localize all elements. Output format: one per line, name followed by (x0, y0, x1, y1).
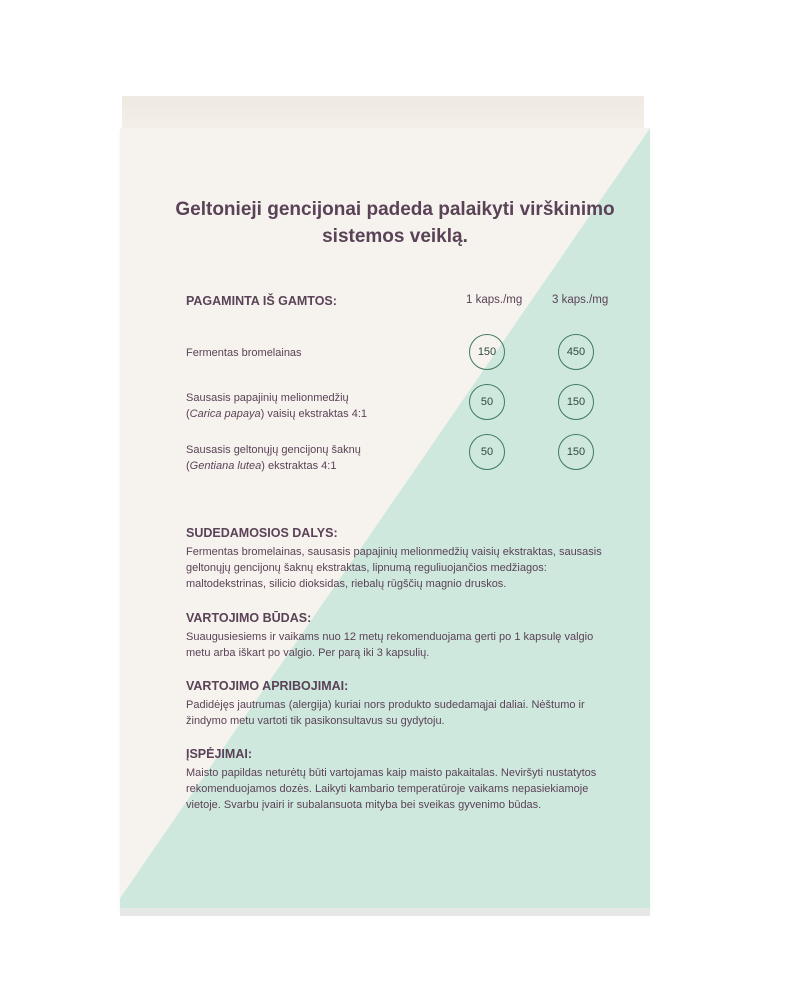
row-3-dose-1: 50 (469, 434, 505, 470)
section-usage-body: Suaugusiesiems ir vaikams nuo 12 metų rekomenduojama gerti po 1 kapsulę valgio metu arba iškart po valgio. Per parą iki 3 kapsulių. (186, 631, 594, 659)
ingredients-table-header: PAGAMINTA IŠ GAMTOS: (186, 294, 337, 308)
box-top-flap (122, 96, 644, 130)
section-warnings-body: Maisto papildas neturėtų būti vartojamas kaip maisto pakaitalas. Neviršyti nustatytos rekomenduojamos dozės. Laikyti kambario temperatūroje vaikams nepasiekiamoje vietoje. Svarbu įvairi ir subalansuota mityba bei sveikas gyvenimo būdas. (186, 767, 597, 811)
column-1-caps: 1 kaps./mg (466, 294, 523, 306)
ingredient-row-2-label: Sausasis papajinių melionmedžių (Carica papaya) vaisių ekstraktas 4:1 (186, 392, 367, 420)
column-3-caps: 3 kaps./mg (552, 294, 609, 306)
box-bottom-edge (120, 908, 650, 916)
section-ingredients-body: Fermentas bromelainas, sausasis papajinių melionmedžių vaisių ekstraktas, sausasis geltonųjų gencijonų šaknų ekstraktas, lipnumą reguliuojančios medžiagos: maltodekstrinas, silicio dioksidas, riebalų rūgščių magnio druskos. (186, 546, 602, 590)
row-3-dose-3: 150 (558, 434, 594, 470)
section-usage-title: VARTOJIMO BŪDAS: (186, 611, 312, 625)
row-1-dose-3: 450 (558, 334, 594, 370)
row-2-dose-1: 50 (469, 384, 505, 420)
row-1-dose-1: 150 (469, 334, 505, 370)
headline: Geltonieji gencijonai padeda palaikyti virškinimo sistemos veiklą. (175, 199, 615, 247)
ingredient-row-3-label: Sausasis geltonųjų gencijonų šaknų (Gentiana lutea) ekstraktas 4:1 (186, 444, 361, 472)
row-2-dose-3: 150 (558, 384, 594, 420)
product-box-back (120, 128, 650, 910)
section-warnings-title: ĮSPĖJIMAI: (186, 747, 252, 761)
section-ingredients-title: SUDEDAMOSIOS DALYS: (186, 526, 338, 540)
section-restrictions-title: VARTOJIMO APRIBOJIMAI: (186, 679, 349, 693)
ingredient-row-1-label: Fermentas bromelainas (186, 347, 302, 359)
section-restrictions-body: Padidėjęs jautrumas (alergija) kuriai nors produkto sudedamąjai daliai. Nėštumo ir žindymo metu vartoti tik pasikonsultavus su gydytoju. (186, 699, 585, 727)
